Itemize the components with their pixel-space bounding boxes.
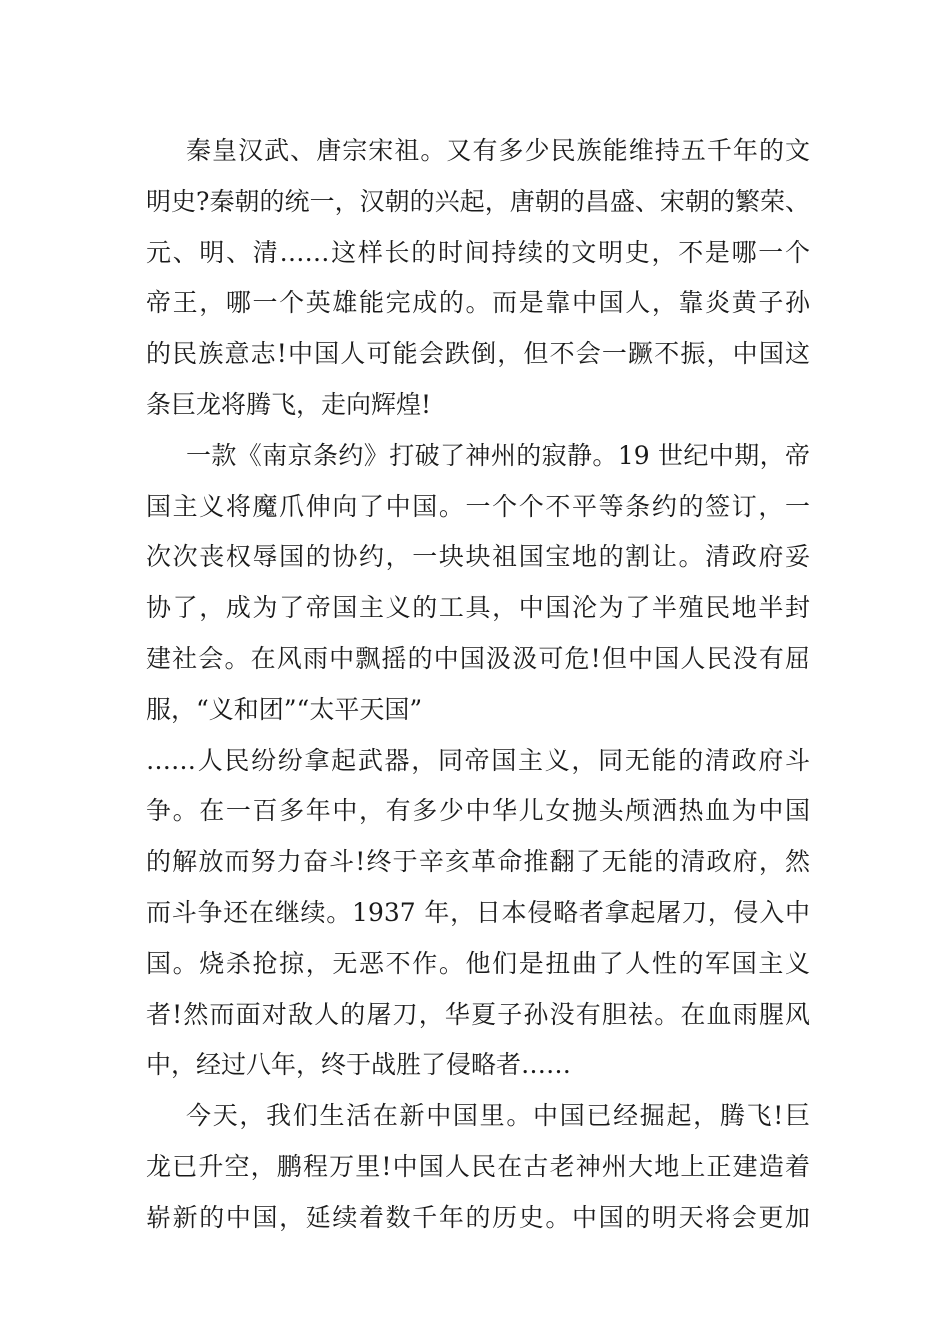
text-line: 而斗争还在继续。1937 年，日本侵略者拿起屠刀，侵入中 [146,897,810,927]
text-line: 帝王，哪一个英雄能完成的。而是靠中国人，靠炎黄子孙 [146,288,810,318]
text-line: 的民族意志!中国人可能会跌倒，但不会一蹶不振，中国这 [146,339,810,369]
body-text [146,126,810,1244]
text-line: 者!然而面对敌人的屠刀，华夏子孙没有胆祛。在血雨腥风 [146,999,810,1029]
text-line: ……人民纷纷拿起武器，同帝国主义，同无能的清政府斗 [146,745,810,775]
text-line: 崭新的中国，延续着数千年的历史。中国的明天将会更加 [146,1202,810,1232]
text-line: 元、明、清……这样长的时间持续的文明史，不是哪一个 [146,237,810,267]
text-line: 协了，成为了帝国主义的工具，中国沦为了半殖民地半封 [146,593,810,623]
text-line: 条巨龙将腾飞，走向辉煌! [146,389,432,419]
text-line: 争。在一百多年中，有多少中华儿女抛头颅洒热血为中国 [146,796,810,826]
text-line: 的解放而努力奋斗!终于辛亥革命推翻了无能的清政府，然 [146,847,810,877]
text-line: 中，经过八年，终于战胜了侵略者…… [146,1050,572,1080]
text-line: 秦皇汉武、唐宗宋祖。又有多少民族能维持五千年的文 [186,136,810,165]
text-line: 一款《南京条约》打破了神州的寂静。19 世纪中期，帝 [186,440,810,470]
text-line: 龙已升空，鹏程万里!中国人民在古老神州大地上正建造着 [146,1151,810,1181]
text-line: 今天，我们生活在新中国里。中国已经掘起，腾飞!巨 [186,1101,810,1131]
text-line: 服，“义和团”“太平天国” [146,694,423,724]
text-line: 建社会。在风雨中飘摇的中国汲汲可危!但中国人民没有屈 [146,643,810,673]
text-line: 国。烧杀抢掠，无恶不作。他们是扭曲了人性的军国主义 [146,948,810,978]
text-line: 国主义将魔爪伸向了中国。一个个不平等条约的签订，一 [146,491,810,521]
text-line: 明史?秦朝的统一，汉朝的兴起，唐朝的昌盛、宋朝的繁荣、 [146,186,810,216]
text-line: 次次丧权辱国的协约，一块块祖国宝地的割让。清政府妥 [146,542,810,572]
